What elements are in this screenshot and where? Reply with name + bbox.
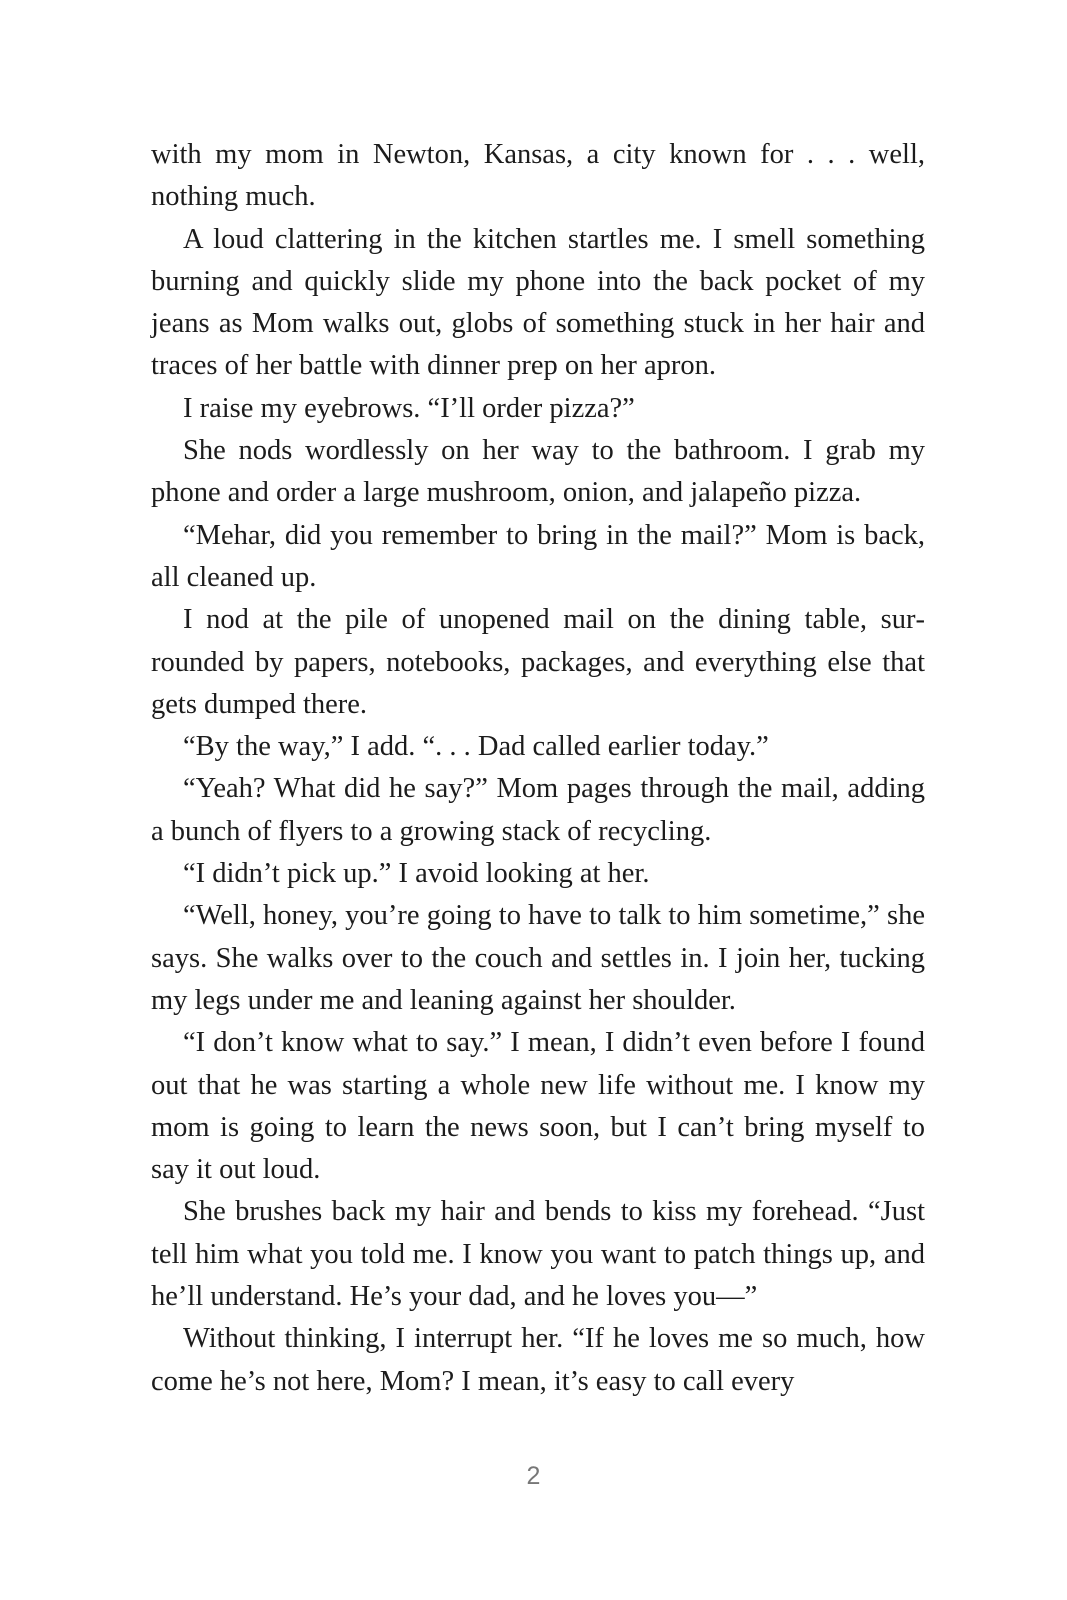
- page-body: [151, 134, 925, 1403]
- page-number: 2: [526, 1462, 541, 1490]
- paragraph: Without thinking, I interrupt her. “If he loves me so much, how come he’s not here, Mom? I mean, it’s easy to call every: [151, 1323, 925, 1397]
- paragraph: She nods wordlessly on her way to the bathroom. I grab my phone and order a large mushroom, onion, and jalapeño pizza.: [151, 435, 925, 509]
- paragraph-continued: with my mom in Newton, Kansas, a city known for . . . well, nothing much.: [151, 139, 925, 213]
- paragraph: I raise my eyebrows. “I’ll order pizza?”: [183, 392, 635, 424]
- paragraph: “I didn’t pick up.” I avoid looking at her.: [183, 858, 650, 890]
- paragraph: “Mehar, did you remember to bring in the mail?” Mom is back, all cleaned up.: [151, 519, 925, 593]
- paragraph: “Well, honey, you’re going to have to talk to him sometime,” she says. She walks over to the couch and settles in. I join her, tucking my legs under me and leaning against her shoulder.: [151, 900, 925, 1016]
- paragraph: She brushes back my hair and bends to kiss my forehead. “Just tell him what you told me. I know you want to patch things up, and he’ll understand. He’s your dad, and he loves you—”: [151, 1196, 925, 1313]
- paragraph: “Yeah? What did he say?” Mom pages through the mail, adding a bunch of flyers to a growing stack of recycling.: [151, 773, 925, 847]
- paragraph: A loud clattering in the kitchen startles me. I smell something burning and quickly slide my phone into the back pocket of my jeans as Mom walks out, globs of something stuck in her hair and traces of her battle with dinner prep on her apron.: [151, 223, 925, 382]
- paragraph: “I don’t know what to say.” I mean, I didn’t even before I found out that he was starting a whole new life without me. I know my mom is going to learn the news soon, but I can’t bring myself to say it out loud.: [151, 1027, 925, 1186]
- paragraph: I nod at the pile of unopened mail on the dining table, surrounded by papers, notebooks, packages, and everything else that gets dumped there.: [151, 604, 925, 720]
- paragraph: “By the way,” I add. “. . . Dad called earlier today.”: [183, 731, 769, 763]
